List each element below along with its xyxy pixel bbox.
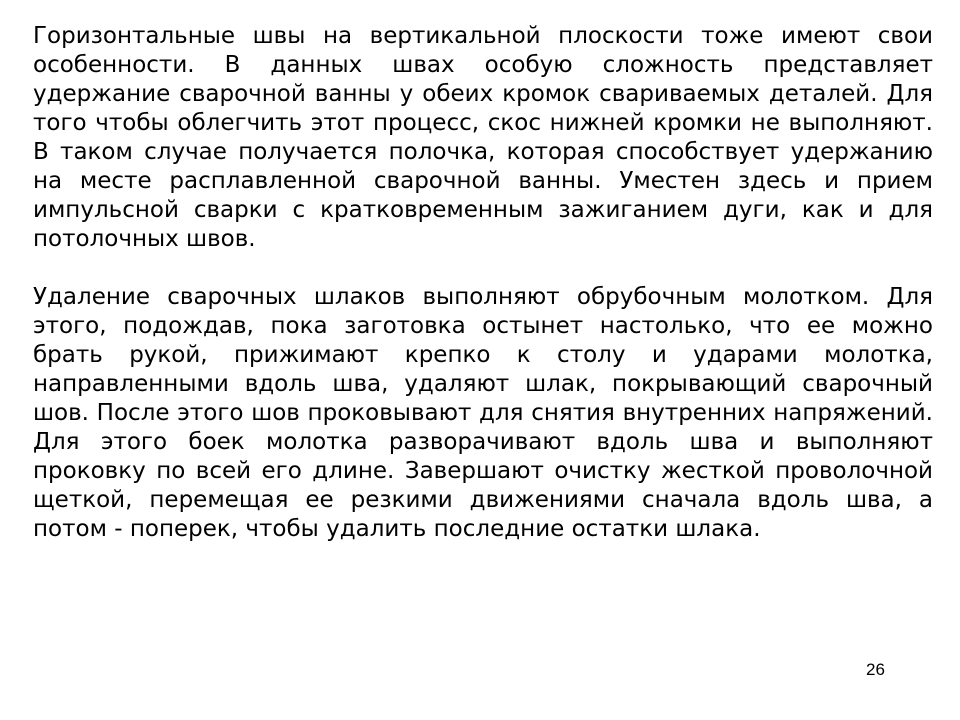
body-text xyxy=(33,22,933,544)
page-number: 26 xyxy=(866,660,885,679)
paragraph-slag-removal: Удаление сварочных шлаков выполняют обрубочным молотком. Для этого, подождав, пока заготовка остынет настолько, что ее можно брать рукой, прижимают крепко к столу и ударами молотка, направленными вдоль шва, удаляют шлак, покрывающий сварочный шов. После этого шов проковывают для снятия внутренних напряжений. Для этого боек молотка разворачивают вдоль шва и выполняют проковку по всей его длине. Завершают очистку жесткой проволочной щеткой, перемещая ее резкими движениями сначала вдоль шва, а потом - поперек, чтобы удалить последние остатки шлака. xyxy=(33,284,933,542)
paragraph-horizontal-welds: Горизонтальные швы на вертикальной плоскости тоже имеют свои особенности. В данных швах особую сложность представляет удержание сварочной ванны у обеих кромок свариваемых деталей. Для того чтобы облегчить этот процесс, скос нижней кромки не выполняют. В таком случае получается полочка, которая способствует удержанию на месте расплавленной сварочной ванны. Уместен здесь и прием импульсной сварки с кратковременным зажиганием дуги, как и для потолочных швов. xyxy=(33,23,933,252)
